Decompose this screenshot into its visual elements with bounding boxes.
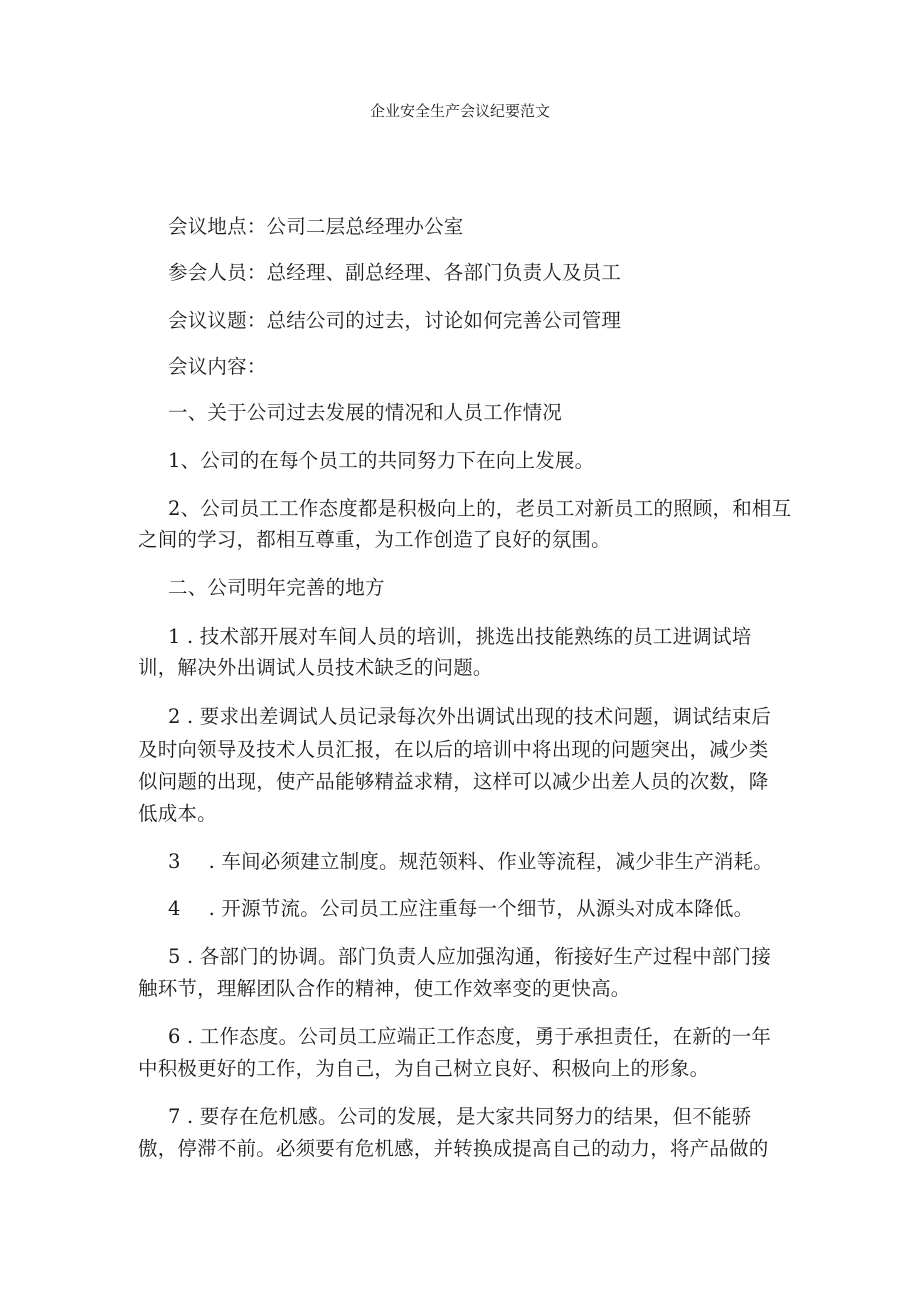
section-2-item-2-line-3: 似问题的出现，使产品能够精益求精，这样可以减少出差人员的次数，降 — [138, 770, 769, 793]
section-2-item-2-line-4: 低成本。 — [138, 802, 217, 825]
meeting-attendees: 参会人员：总经理、副总经理、各部门负责人及员工 — [168, 261, 622, 284]
section-2-item-4 — [168, 894, 753, 924]
section-2-item-3 — [168, 847, 773, 877]
section-2-item-3-number: 3 — [168, 850, 181, 873]
meeting-topic: 会议议题：总结公司的过去，讨论如何完善公司管理 — [168, 309, 622, 332]
section-2-item-2-line-2: 及时向领导及技术人员汇报，在以后的培训中将出现的问题突出，减少类 — [138, 738, 769, 761]
section-2-item-1-line-2: 训，解决外出调试人员技术缺乏的问题。 — [138, 656, 493, 679]
meeting-content-label: 会议内容： — [168, 355, 267, 378]
document-title: 企业安全生产会议纪要范文 — [369, 102, 550, 120]
section-2-item-5-line-2: 触环节，理解团队合作的精神，使工作效率变的更快高。 — [138, 977, 631, 1000]
meeting-location: 会议地点：公司二层总经理办公室 — [168, 215, 464, 238]
section-2-item-7-line-2: 傲，停滞不前。必须要有危机感，并转换成提高自己的动力，将产品做的 — [138, 1137, 769, 1160]
section-2-item-6-line-2: 中积极更好的工作，为自己，为自己树立良好、积极向上的形象。 — [138, 1057, 710, 1080]
section-2-item-2-line-1: 2 . 要求出差调试人员记录每次外出调试出现的技术问题，调试结束后 — [168, 705, 772, 728]
section-1-heading: 一、关于公司过去发展的情况和人员工作情况 — [168, 401, 563, 424]
section-2-item-5-line-1: 5 . 各部门的协调。部门负责人应加强沟通，衔接好生产过程中部门接 — [168, 945, 772, 968]
section-2-item-7-line-1: 7 . 要存在危机感。公司的发展，是大家共同努力的结果，但不能骄 — [168, 1105, 752, 1128]
section-2-heading: 二、公司明年完善的地方 — [168, 576, 385, 599]
section-2-item-1-line-1: 1 . 技术部开展对车间人员的培训，挑选出技能熟练的员工进调试培 — [168, 625, 752, 648]
section-2-item-6-line-1: 6 . 工作态度。公司员工应端正工作态度，勇于承担责任，在新的一年 — [168, 1025, 772, 1048]
section-2-item-3-text: . 车间必须建立制度。规范领料、作业等流程，减少非生产消耗。 — [208, 850, 774, 873]
section-2-item-4-text: . 开源节流。公司员工应注重每一个细节，从源头对成本降低。 — [208, 897, 754, 920]
section-2-item-4-number: 4 — [168, 897, 181, 920]
section-1-item-2-line-2: 之间的学习，都相互尊重，为工作创造了良好的氛围。 — [138, 528, 611, 551]
section-1-item-2-line-1: 2、公司员工工作态度都是积极向上的，老员工对新员工的照顾，和相互 — [168, 497, 792, 520]
section-1-item-1: 1、公司的在每个员工的共同努力下在向上发展。 — [168, 449, 595, 472]
